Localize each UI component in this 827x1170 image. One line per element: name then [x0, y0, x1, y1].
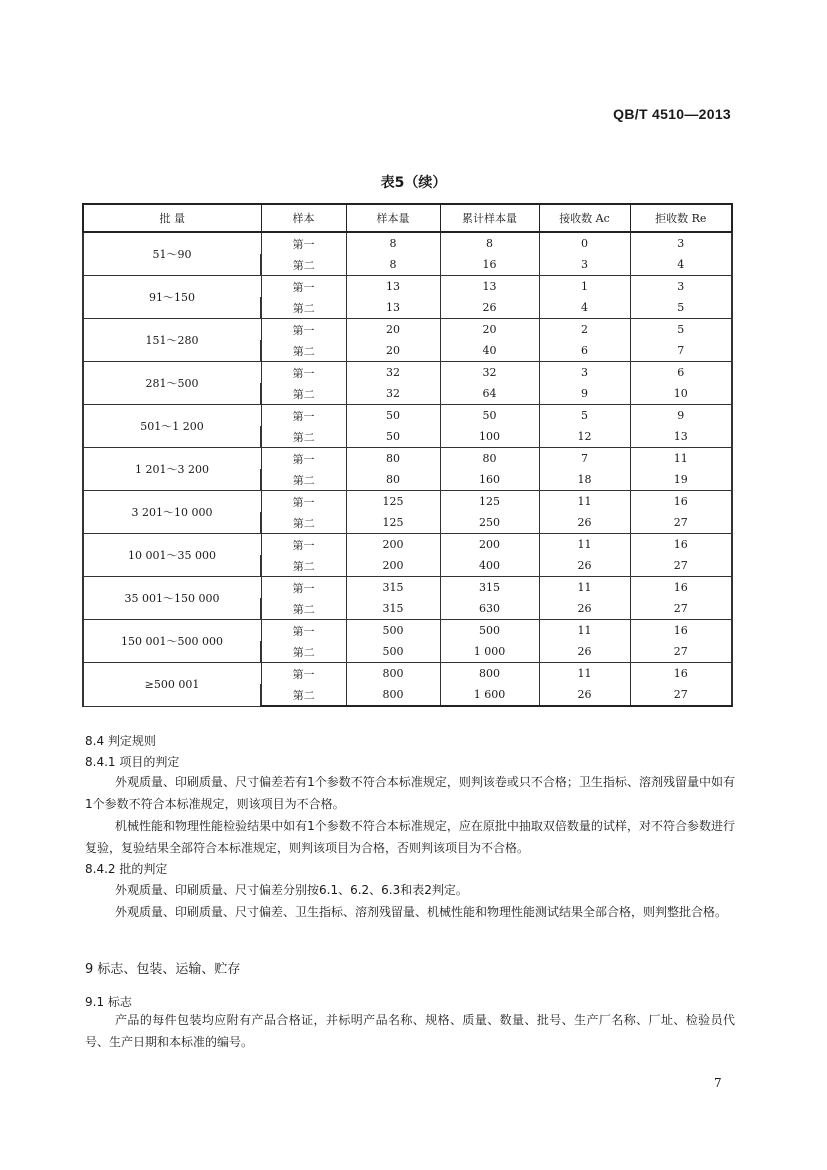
header-lot: 批 量 [83, 204, 261, 232]
sample-label: 第一 [261, 577, 346, 599]
standard-code: QB/T 4510—2013 [613, 106, 731, 122]
accept-number: 11 [539, 534, 630, 556]
sample-size: 200 [346, 555, 440, 577]
sample-size: 80 [346, 469, 440, 491]
sample-label: 第一 [261, 491, 346, 513]
accept-number: 11 [539, 663, 630, 685]
cumulative-size: 26 [440, 297, 539, 319]
reject-number: 16 [630, 620, 732, 642]
reject-number: 5 [630, 319, 732, 341]
sample-size: 8 [346, 232, 440, 254]
sample-label: 第二 [261, 254, 346, 276]
sampling-table [82, 203, 733, 707]
lot-range: ≥500 001 [83, 663, 261, 707]
accept-number: 26 [539, 641, 630, 663]
accept-number: 11 [539, 620, 630, 642]
sample-size: 50 [346, 405, 440, 427]
table-row [83, 319, 732, 341]
sample-label: 第一 [261, 405, 346, 427]
table-row [83, 491, 732, 513]
page-number: 7 [714, 1076, 722, 1090]
sample-size: 800 [346, 684, 440, 706]
sample-size: 50 [346, 426, 440, 448]
sample-size: 32 [346, 362, 440, 384]
sample-label: 第二 [261, 297, 346, 319]
sample-label: 第一 [261, 448, 346, 470]
lot-range: 150 001～500 000 [83, 620, 261, 663]
paragraph-batch-judgement-1: 外观质量、印刷质量、尺寸偏差分别按6.1、6.2、6.3和表2判定。 [115, 883, 468, 897]
cumulative-size: 1 000 [440, 641, 539, 663]
accept-number: 5 [539, 405, 630, 427]
sample-size: 315 [346, 598, 440, 620]
table-row [83, 448, 732, 470]
lot-range: 1 201～3 200 [83, 448, 261, 491]
cumulative-size: 64 [440, 383, 539, 405]
section-9: 9 标志、包装、运输、贮存 [85, 962, 241, 977]
lot-range: 3 201～10 000 [83, 491, 261, 534]
table-row [83, 577, 732, 599]
lot-range: 91～150 [83, 276, 261, 319]
lot-range: 281～500 [83, 362, 261, 405]
table-header-row [83, 204, 732, 232]
cumulative-size: 8 [440, 232, 539, 254]
cumulative-size: 250 [440, 512, 539, 534]
sample-label: 第一 [261, 534, 346, 556]
header-accept: 接收数 Ac [539, 204, 630, 232]
sample-size: 315 [346, 577, 440, 599]
cumulative-size: 80 [440, 448, 539, 470]
sample-label: 第一 [261, 232, 346, 254]
cumulative-size: 630 [440, 598, 539, 620]
cumulative-size: 400 [440, 555, 539, 577]
sample-size: 13 [346, 297, 440, 319]
reject-number: 11 [630, 448, 732, 470]
reject-number: 16 [630, 663, 732, 685]
sample-size: 32 [346, 383, 440, 405]
paragraph-marking: 产品的每件包装均应附有产品合格证，并标明产品名称、规格、质量、数量、批号、生产厂名称、厂址、检验员代号、生产日期和本标准的编号。 [85, 1013, 735, 1049]
sample-label: 第一 [261, 362, 346, 384]
sample-label: 第二 [261, 383, 346, 405]
cumulative-size: 50 [440, 405, 539, 427]
reject-number: 16 [630, 491, 732, 513]
reject-number: 27 [630, 555, 732, 577]
accept-number: 12 [539, 426, 630, 448]
lot-range: 10 001～35 000 [83, 534, 261, 577]
cumulative-size: 800 [440, 663, 539, 685]
sample-label: 第二 [261, 555, 346, 577]
sample-size: 80 [346, 448, 440, 470]
paragraph-item-judgement-1: 外观质量、印刷质量、尺寸偏差若有1个参数不符合本标准规定，则判该卷或只不合格；卫生指标、溶剂残留量中如有1个参数不符合本标准规定，则该项目为不合格。 [85, 775, 735, 811]
sample-label: 第二 [261, 426, 346, 448]
accept-number: 2 [539, 319, 630, 341]
sample-label: 第二 [261, 641, 346, 663]
table-row [83, 362, 732, 384]
header-cumulative: 累计样本量 [440, 204, 539, 232]
reject-number: 13 [630, 426, 732, 448]
lot-range: 151～280 [83, 319, 261, 362]
sample-size: 20 [346, 319, 440, 341]
accept-number: 26 [539, 512, 630, 534]
cumulative-size: 200 [440, 534, 539, 556]
reject-number: 5 [630, 297, 732, 319]
cumulative-size: 160 [440, 469, 539, 491]
reject-number: 16 [630, 577, 732, 599]
table-title: 表5（续） [380, 175, 447, 191]
cumulative-size: 100 [440, 426, 539, 448]
table-row [83, 534, 732, 556]
lot-range: 51～90 [83, 232, 261, 276]
table-row [83, 405, 732, 427]
table-row [83, 620, 732, 642]
section-8-4-1: 8.4.1 项目的判定 [85, 755, 180, 769]
accept-number: 6 [539, 340, 630, 362]
sample-label: 第二 [261, 340, 346, 362]
cumulative-size: 1 600 [440, 684, 539, 706]
table-row [83, 663, 732, 685]
cumulative-size: 40 [440, 340, 539, 362]
cumulative-size: 20 [440, 319, 539, 341]
reject-number: 3 [630, 276, 732, 298]
reject-number: 16 [630, 534, 732, 556]
sample-label: 第一 [261, 620, 346, 642]
accept-number: 1 [539, 276, 630, 298]
accept-number: 9 [539, 383, 630, 405]
accept-number: 3 [539, 254, 630, 276]
reject-number: 27 [630, 598, 732, 620]
reject-number: 27 [630, 641, 732, 663]
header-reject: 拒收数 Re [630, 204, 732, 232]
reject-number: 9 [630, 405, 732, 427]
cumulative-size: 315 [440, 577, 539, 599]
reject-number: 3 [630, 232, 732, 254]
paragraph-item-judgement-2: 机械性能和物理性能检验结果中如有1个参数不符合本标准规定，应在原批中抽取双倍数量的试样，对不符合参数进行复验，复验结果全部符合本标准规定，则判该项目为合格，否则判该项目为不合格。 [85, 819, 735, 855]
sample-label: 第二 [261, 469, 346, 491]
table-row [83, 232, 732, 254]
sample-label: 第二 [261, 598, 346, 620]
accept-number: 26 [539, 684, 630, 706]
paragraph-batch-judgement-2: 外观质量、印刷质量、尺寸偏差、卫生指标、溶剂残留量、机械性能和物理性能测试结果全部合格，则判整批合格。 [115, 905, 728, 919]
reject-number: 6 [630, 362, 732, 384]
header-sample-size: 样本量 [346, 204, 440, 232]
cumulative-size: 500 [440, 620, 539, 642]
table-row [83, 276, 732, 298]
reject-number: 10 [630, 383, 732, 405]
lot-range: 501～1 200 [83, 405, 261, 448]
accept-number: 18 [539, 469, 630, 491]
section-9-1: 9.1 标志 [85, 995, 132, 1009]
section-8-4-2: 8.4.2 批的判定 [85, 862, 168, 876]
sample-size: 125 [346, 512, 440, 534]
reject-number: 19 [630, 469, 732, 491]
sample-size: 125 [346, 491, 440, 513]
sample-size: 8 [346, 254, 440, 276]
cumulative-size: 13 [440, 276, 539, 298]
header-sample: 样本 [261, 204, 346, 232]
sample-label: 第二 [261, 684, 346, 706]
sample-label: 第一 [261, 319, 346, 341]
reject-number: 27 [630, 512, 732, 534]
reject-number: 7 [630, 340, 732, 362]
sample-size: 20 [346, 340, 440, 362]
section-8-4: 8.4 判定规则 [85, 734, 156, 748]
sample-size: 200 [346, 534, 440, 556]
sample-size: 500 [346, 620, 440, 642]
accept-number: 7 [539, 448, 630, 470]
accept-number: 11 [539, 577, 630, 599]
sample-size: 500 [346, 641, 440, 663]
sample-label: 第一 [261, 663, 346, 685]
cumulative-size: 16 [440, 254, 539, 276]
accept-number: 3 [539, 362, 630, 384]
sample-size: 800 [346, 663, 440, 685]
lot-range: 35 001～150 000 [83, 577, 261, 620]
sample-size: 13 [346, 276, 440, 298]
accept-number: 26 [539, 598, 630, 620]
reject-number: 27 [630, 684, 732, 706]
sample-label: 第二 [261, 512, 346, 534]
sample-label: 第一 [261, 276, 346, 298]
accept-number: 26 [539, 555, 630, 577]
reject-number: 4 [630, 254, 732, 276]
accept-number: 0 [539, 232, 630, 254]
cumulative-size: 32 [440, 362, 539, 384]
accept-number: 4 [539, 297, 630, 319]
accept-number: 11 [539, 491, 630, 513]
cumulative-size: 125 [440, 491, 539, 513]
